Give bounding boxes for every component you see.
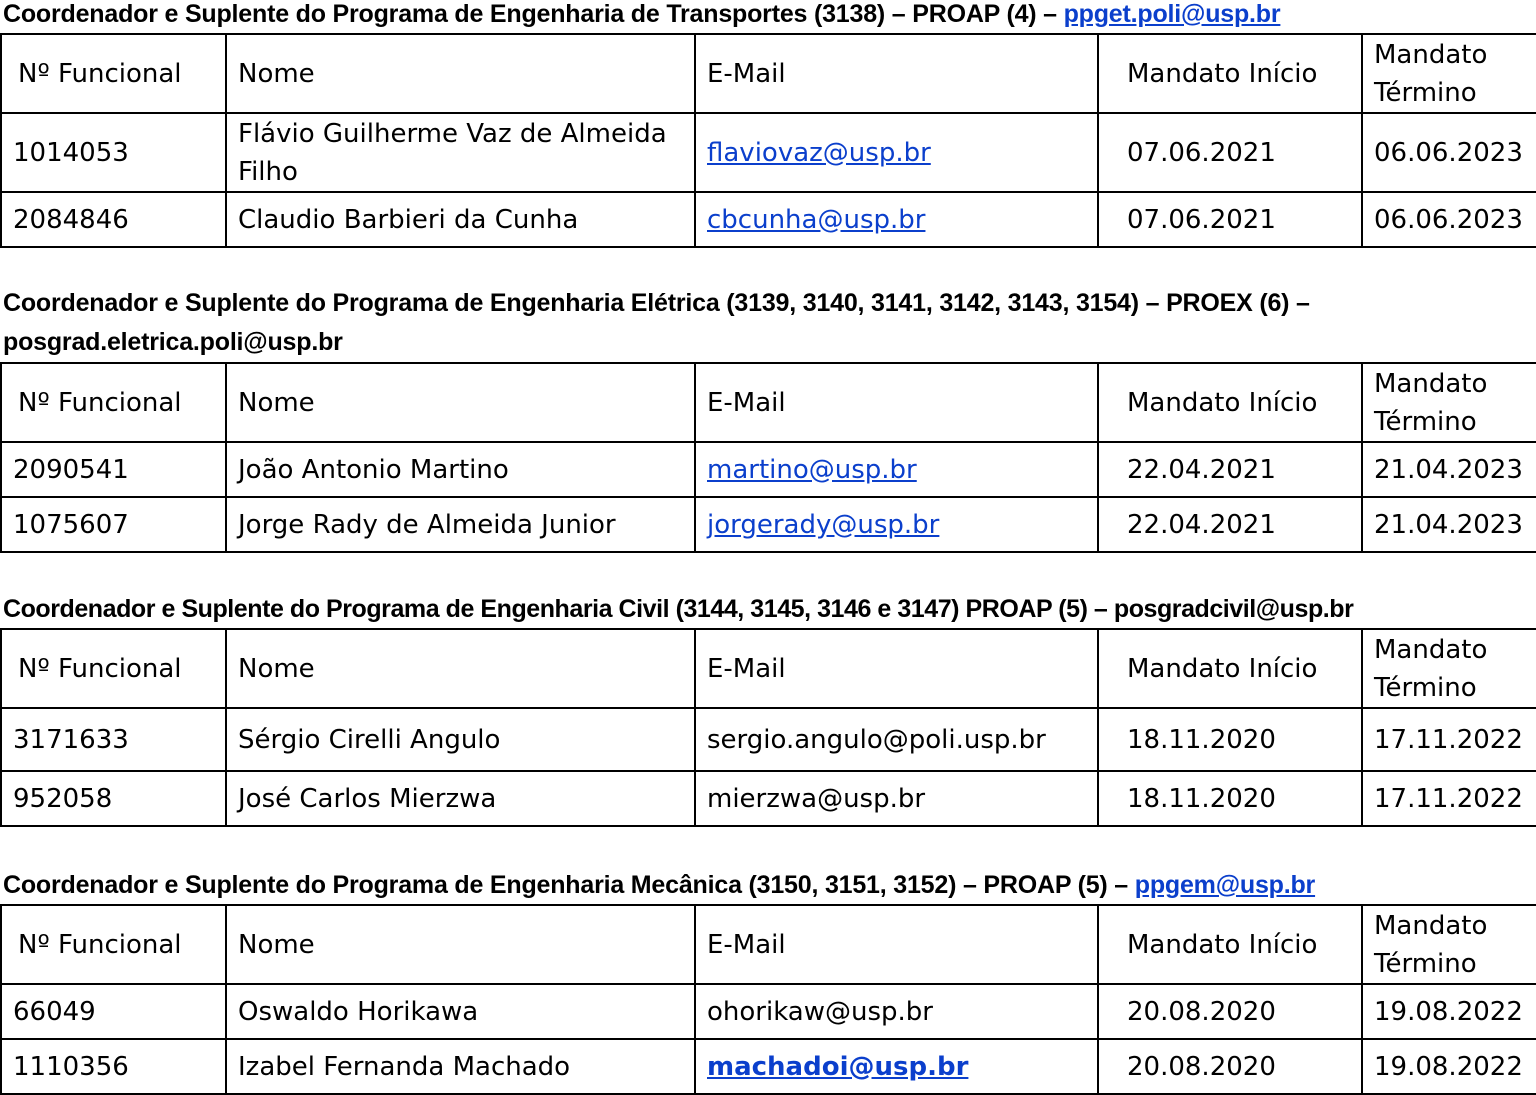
table-row	[1, 442, 1536, 497]
cell-email	[695, 497, 1098, 552]
cell-termino: 06.06.2023	[1362, 113, 1536, 192]
table-row	[1, 984, 1536, 1039]
cell-termino: 06.06.2023	[1362, 192, 1536, 247]
members-table	[0, 362, 1536, 553]
cell-nome: Sérgio Cirelli Angulo	[226, 708, 695, 771]
cell-nome: José Carlos Mierzwa	[226, 771, 695, 826]
table-row	[1, 1039, 1536, 1094]
cell-func: 1075607	[1, 497, 226, 552]
header-nome: Nome	[226, 905, 695, 984]
cell-inicio: 07.06.2021	[1098, 192, 1362, 247]
cell-email: sergio.angulo@poli.usp.br	[695, 708, 1098, 771]
table-row	[1, 113, 1536, 192]
cell-func: 2090541	[1, 442, 226, 497]
program-email-link[interactable]: ppget.poli@usp.br	[1063, 0, 1281, 28]
cell-func: 1110356	[1, 1039, 226, 1094]
cell-termino: 17.11.2022	[1362, 771, 1536, 826]
header-inicio: Mandato Início	[1098, 363, 1362, 442]
section-eletrica	[0, 284, 1536, 553]
cell-termino: 21.04.2023	[1362, 497, 1536, 552]
section-title-line2: posgrad.eletrica.poli@usp.br	[3, 328, 343, 356]
table-row	[1, 497, 1536, 552]
cell-termino: 19.08.2022	[1362, 1039, 1536, 1094]
table-header-row	[1, 363, 1536, 442]
program-email-link[interactable]: ppgem@usp.br	[1134, 871, 1316, 899]
header-termino: Mandato Término	[1362, 905, 1536, 984]
table-header-row	[1, 905, 1536, 984]
table-row	[1, 708, 1536, 771]
header-termino: Mandato Término	[1362, 363, 1536, 442]
header-email: E-Mail	[695, 905, 1098, 984]
members-table	[0, 33, 1536, 248]
section-title-text: Coordenador e Suplente do Programa de Engenharia de Transportes (3138) – PROAP (4) –	[3, 0, 1064, 28]
members-table	[0, 904, 1536, 1095]
cell-nome: Claudio Barbieri da Cunha	[226, 192, 695, 247]
email-link[interactable]: cbcunha@usp.br	[707, 204, 926, 235]
section-title-text: Coordenador e Suplente do Programa de Engenharia Mecânica (3150, 3151, 3152) – PROAP (5) –	[3, 871, 1135, 899]
section-title	[0, 866, 1536, 904]
header-func: Nº Funcional	[1, 363, 226, 442]
cell-inicio: 18.11.2020	[1098, 708, 1362, 771]
cell-email: mierzwa@usp.br	[695, 771, 1098, 826]
cell-email	[695, 442, 1098, 497]
cell-inicio: 22.04.2021	[1098, 442, 1362, 497]
section-title	[0, 590, 1536, 628]
header-inicio: Mandato Início	[1098, 905, 1362, 984]
cell-inicio: 22.04.2021	[1098, 497, 1362, 552]
section-civil	[0, 590, 1536, 827]
table-row	[1, 771, 1536, 826]
cell-func: 66049	[1, 984, 226, 1039]
cell-nome: João Antonio Martino	[226, 442, 695, 497]
email-link[interactable]: martino@usp.br	[707, 454, 917, 485]
section-title	[0, 0, 1536, 33]
cell-termino: 21.04.2023	[1362, 442, 1536, 497]
section-title	[0, 284, 1536, 362]
header-email: E-Mail	[695, 363, 1098, 442]
cell-nome: Flávio Guilherme Vaz de Almeida Filho	[226, 113, 695, 192]
cell-func: 1014053	[1, 113, 226, 192]
header-email: E-Mail	[695, 34, 1098, 113]
cell-inicio: 20.08.2020	[1098, 1039, 1362, 1094]
header-nome: Nome	[226, 363, 695, 442]
cell-inicio: 18.11.2020	[1098, 771, 1362, 826]
table-header-row	[1, 629, 1536, 708]
table-row	[1, 192, 1536, 247]
members-table	[0, 628, 1536, 827]
header-email: E-Mail	[695, 629, 1098, 708]
cell-inicio: 20.08.2020	[1098, 984, 1362, 1039]
header-func: Nº Funcional	[1, 905, 226, 984]
cell-email	[695, 192, 1098, 247]
cell-nome: Izabel Fernanda Machado	[226, 1039, 695, 1094]
email-link[interactable]: jorgerady@usp.br	[707, 509, 940, 540]
section-title-text: Coordenador e Suplente do Programa de Engenharia Civil (3144, 3145, 3146 e 3147) PROAP (5) – posgradcivil@usp.br	[3, 595, 1354, 623]
cell-func: 2084846	[1, 192, 226, 247]
table-header-row	[1, 34, 1536, 113]
email-link[interactable]: machadoi@usp.br	[707, 1051, 969, 1082]
cell-func: 3171633	[1, 708, 226, 771]
section-title-line1: Coordenador e Suplente do Programa de Engenharia Elétrica (3139, 3140, 3141, 3142, 3143, 3154) – PROEX (6) –	[3, 289, 1310, 317]
header-termino: Mandato Término	[1362, 34, 1536, 113]
header-func: Nº Funcional	[1, 629, 226, 708]
email-link[interactable]: flaviovaz@usp.br	[707, 137, 931, 168]
cell-inicio: 07.06.2021	[1098, 113, 1362, 192]
section-mecanica	[0, 866, 1536, 1095]
header-inicio: Mandato Início	[1098, 629, 1362, 708]
cell-email: ohorikaw@usp.br	[695, 984, 1098, 1039]
header-termino: Mandato Término	[1362, 629, 1536, 708]
cell-email	[695, 113, 1098, 192]
header-nome: Nome	[226, 34, 695, 113]
cell-termino: 17.11.2022	[1362, 708, 1536, 771]
header-func: Nº Funcional	[1, 34, 226, 113]
header-inicio: Mandato Início	[1098, 34, 1362, 113]
cell-termino: 19.08.2022	[1362, 984, 1536, 1039]
section-transportes	[0, 0, 1536, 248]
cell-email	[695, 1039, 1098, 1094]
cell-nome: Oswaldo Horikawa	[226, 984, 695, 1039]
cell-nome: Jorge Rady de Almeida Junior	[226, 497, 695, 552]
header-nome: Nome	[226, 629, 695, 708]
cell-func: 952058	[1, 771, 226, 826]
